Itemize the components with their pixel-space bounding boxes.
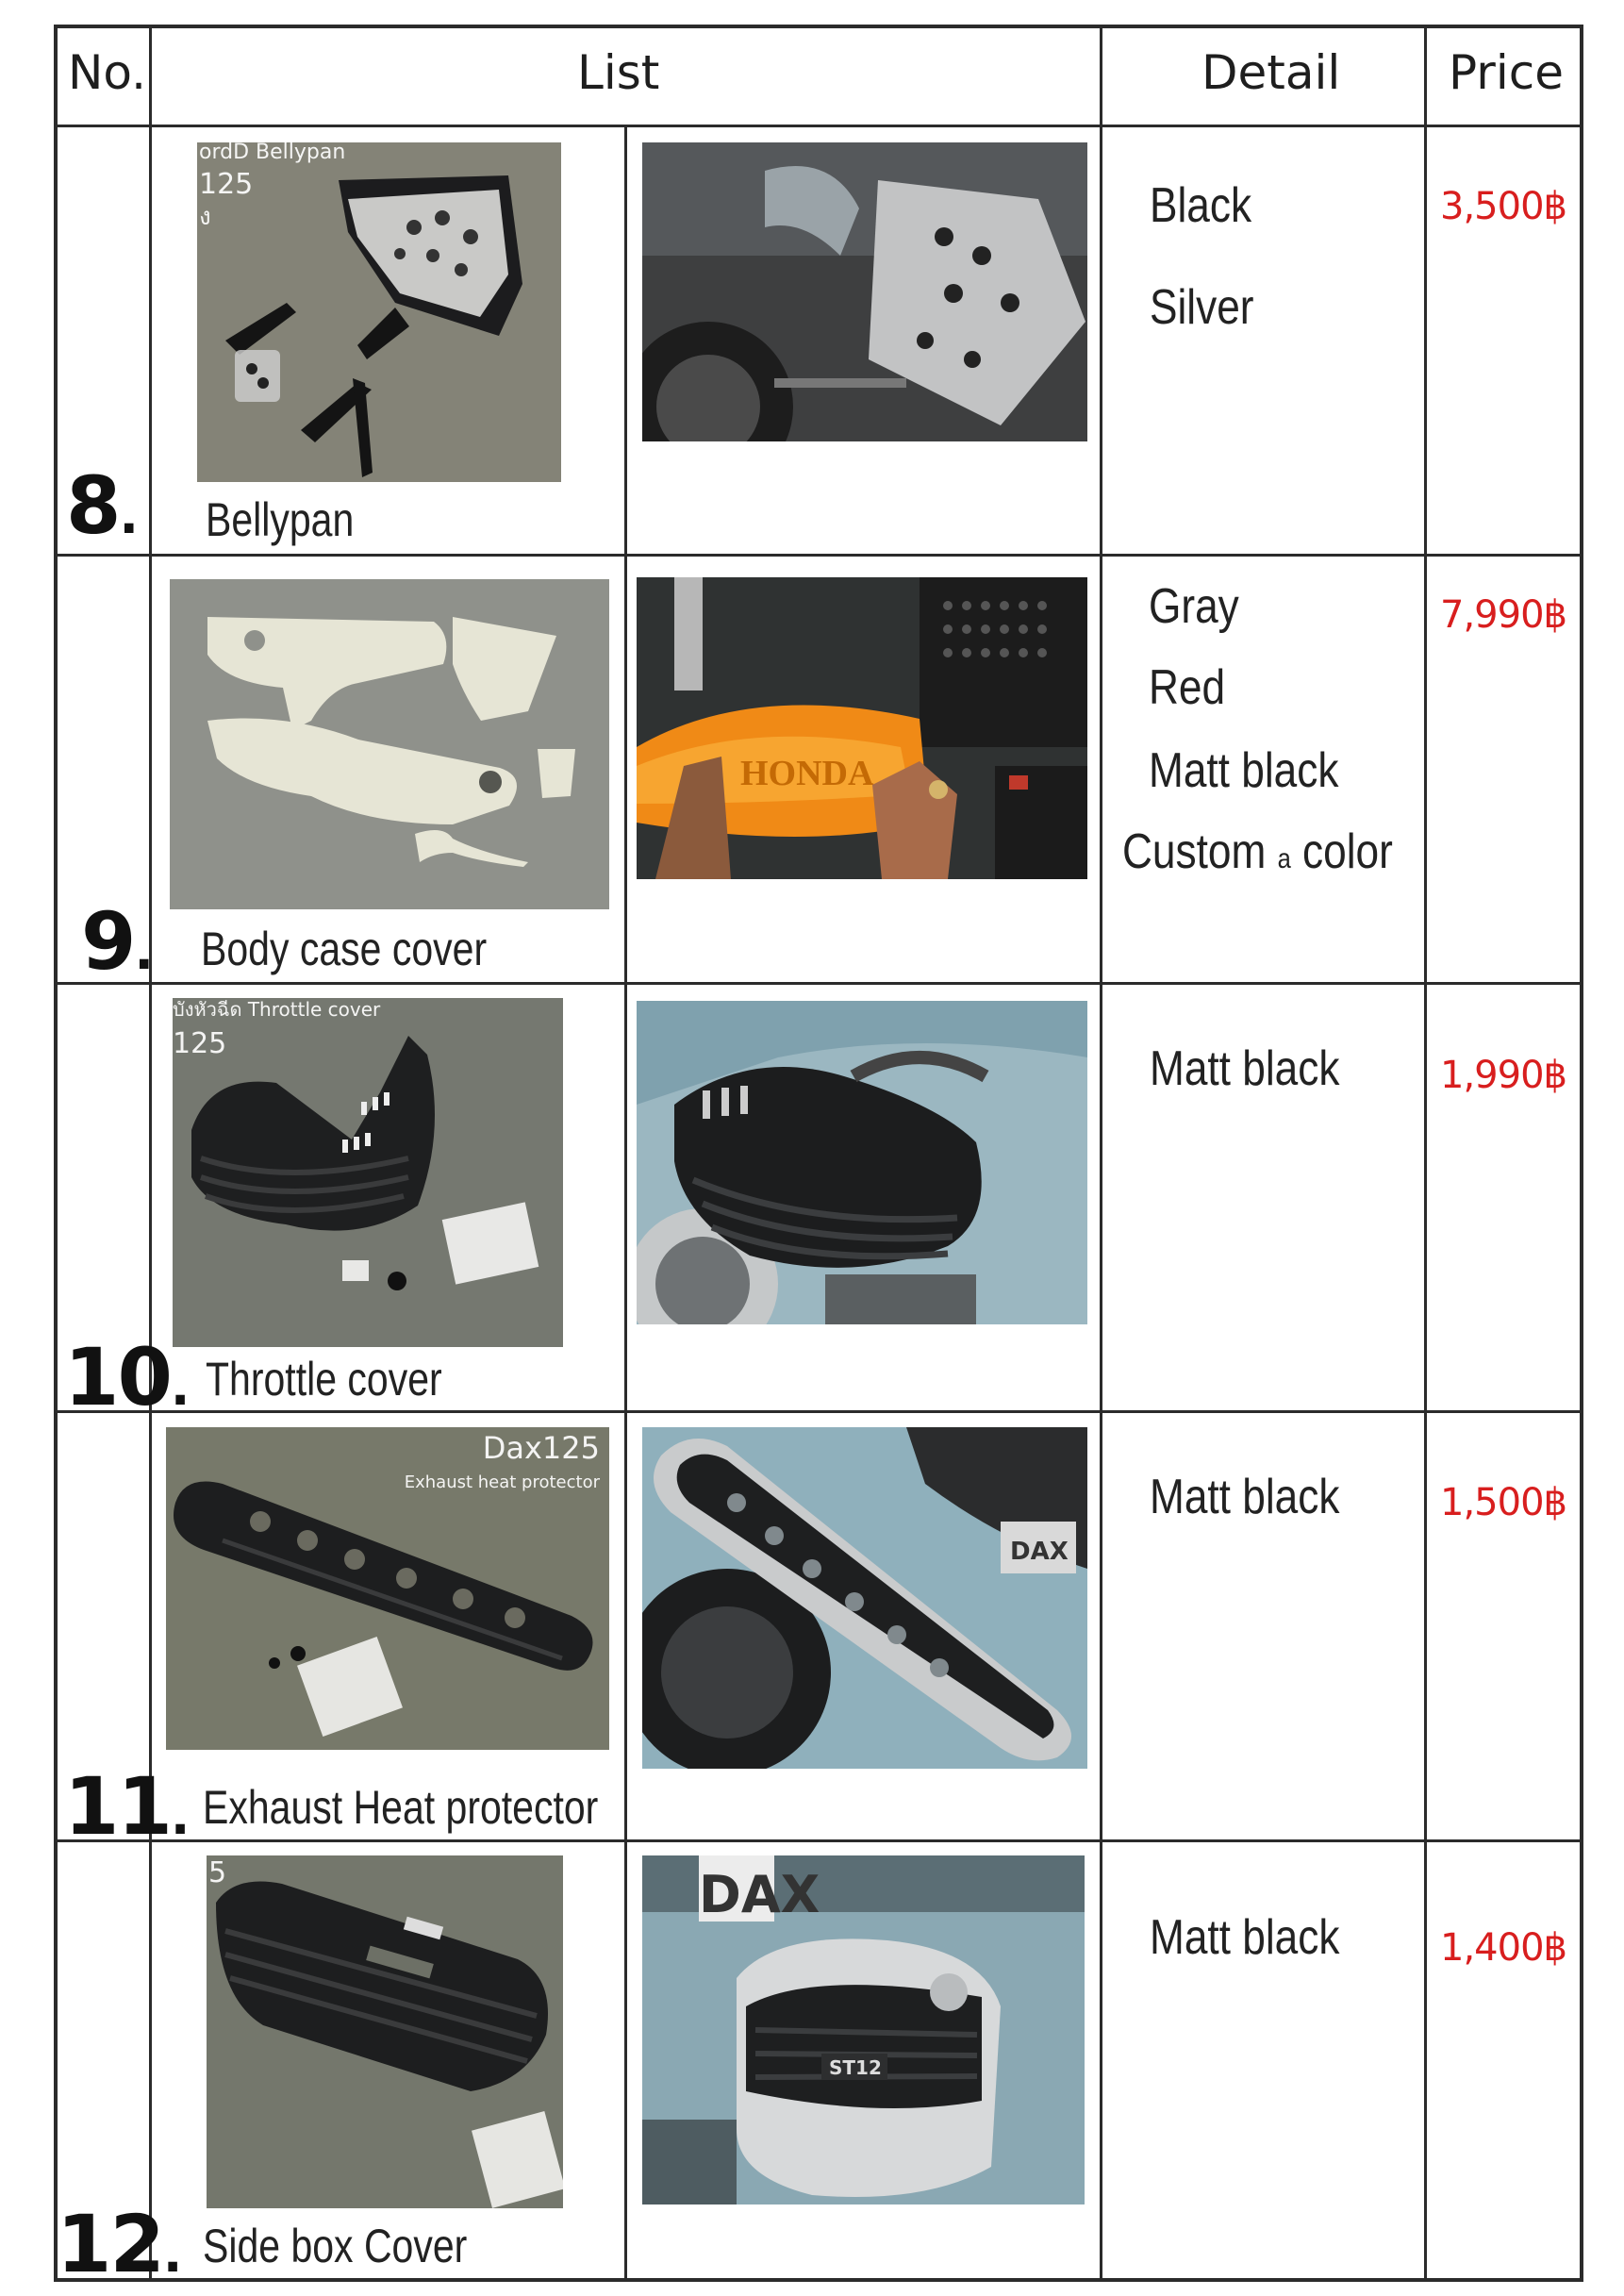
price-value: 7,990฿ bbox=[1440, 593, 1566, 637]
detail-option: Matt black bbox=[1149, 743, 1339, 798]
table-border-top bbox=[54, 25, 1583, 28]
item-name: Bellypan bbox=[206, 493, 355, 546]
row-number: 12. bbox=[57, 2198, 181, 2290]
product-photo-bellypan bbox=[197, 142, 561, 482]
table-border-left bbox=[54, 25, 58, 2281]
detail-option: Black bbox=[1150, 178, 1252, 233]
item-name: Throttle cover bbox=[206, 1353, 442, 1406]
photo-overlay-text: ง bbox=[199, 203, 211, 231]
header-list: List bbox=[577, 45, 660, 100]
header-no: No. bbox=[68, 45, 147, 100]
row-number: 8. bbox=[66, 459, 137, 552]
row-number-value: 12 bbox=[57, 2198, 163, 2290]
row-number-value: 9 bbox=[81, 895, 135, 988]
column-divider-detail bbox=[1424, 25, 1427, 2281]
row-number-value: 8 bbox=[66, 459, 120, 552]
installed-photo-body-case bbox=[637, 577, 1087, 879]
body-case-installed-image bbox=[637, 577, 1087, 879]
exhaust-protector-installed-image bbox=[642, 1427, 1087, 1769]
header-price: Price bbox=[1449, 45, 1564, 100]
detail-option: Red bbox=[1149, 660, 1226, 715]
body-case-product-image bbox=[170, 579, 609, 909]
column-divider-list bbox=[1100, 25, 1102, 2281]
svg-text:DAX: DAX bbox=[699, 1865, 820, 1924]
row-number: 10. bbox=[64, 1331, 189, 1423]
item-name: Exhaust Heat protector bbox=[203, 1781, 599, 1834]
row-divider-9 bbox=[54, 982, 1583, 985]
installed-photo-side-box-cover bbox=[642, 1855, 1085, 2204]
row-number-value: 11 bbox=[64, 1760, 171, 1853]
detail-option: Matt black bbox=[1150, 1910, 1340, 1965]
custom-text: color bbox=[1302, 824, 1393, 879]
throttle-cover-product-image bbox=[173, 998, 563, 1347]
column-divider-list-inner bbox=[624, 126, 627, 2281]
row-number: 11. bbox=[64, 1760, 189, 1853]
photo-overlay-text: 125 bbox=[173, 1027, 227, 1060]
column-divider-no bbox=[149, 25, 152, 2281]
photo-overlay-text: Dax125 bbox=[482, 1430, 600, 1466]
photo-overlay-text: 125 bbox=[199, 168, 254, 201]
detail-option: Silver bbox=[1150, 280, 1254, 335]
table-border-bottom bbox=[54, 2278, 1583, 2282]
throttle-cover-installed-image bbox=[637, 1001, 1087, 1324]
row-divider-8 bbox=[54, 554, 1583, 557]
table-border-right bbox=[1580, 25, 1583, 2281]
photo-overlay-text: ordD Bellypan bbox=[199, 142, 346, 164]
installed-photo-exhaust-protector bbox=[642, 1427, 1087, 1769]
photo-overlay-text: บังหัวฉีด Throttle cover bbox=[173, 998, 381, 1021]
side-box-cover-product-image bbox=[207, 1855, 563, 2208]
price-value: 3,500฿ bbox=[1440, 185, 1566, 228]
detail-option: Matt black bbox=[1150, 1041, 1340, 1096]
product-photo-exhaust-protector bbox=[166, 1427, 609, 1750]
row-divider-10 bbox=[54, 1410, 1583, 1413]
svg-text:ST12: ST12 bbox=[829, 2056, 882, 2079]
svg-text:HONDA: HONDA bbox=[740, 754, 874, 793]
photo-overlay-text: 5 bbox=[208, 1856, 227, 1889]
row-number-value: 10 bbox=[64, 1331, 171, 1423]
product-photo-throttle-cover bbox=[173, 998, 563, 1347]
header-detail: Detail bbox=[1201, 45, 1341, 100]
product-photo-body-case bbox=[170, 579, 609, 909]
detail-option-custom bbox=[1122, 824, 1393, 879]
row-divider-11 bbox=[54, 1839, 1583, 1842]
detail-option: Gray bbox=[1149, 579, 1239, 634]
custom-text: Custom bbox=[1122, 824, 1267, 879]
photo-overlay-text: Exhaust heat protector bbox=[404, 1472, 600, 1492]
installed-photo-throttle-cover bbox=[637, 1001, 1087, 1324]
row-number: 9. bbox=[81, 895, 152, 988]
side-box-cover-installed-image bbox=[642, 1855, 1085, 2204]
custom-connector: a bbox=[1277, 843, 1291, 874]
header-divider bbox=[54, 125, 1583, 127]
product-photo-side-box-cover bbox=[207, 1855, 563, 2208]
installed-photo-bellypan bbox=[642, 142, 1087, 441]
price-value: 1,500฿ bbox=[1440, 1481, 1566, 1524]
item-name: Body case cover bbox=[201, 923, 488, 975]
svg-text:DAX: DAX bbox=[1010, 1538, 1069, 1566]
price-value: 1,990฿ bbox=[1440, 1054, 1566, 1097]
detail-option: Matt black bbox=[1150, 1470, 1340, 1524]
item-name: Side box Cover bbox=[203, 2220, 468, 2272]
bellypan-installed-image bbox=[642, 142, 1087, 441]
price-value: 1,400฿ bbox=[1440, 1926, 1566, 1970]
